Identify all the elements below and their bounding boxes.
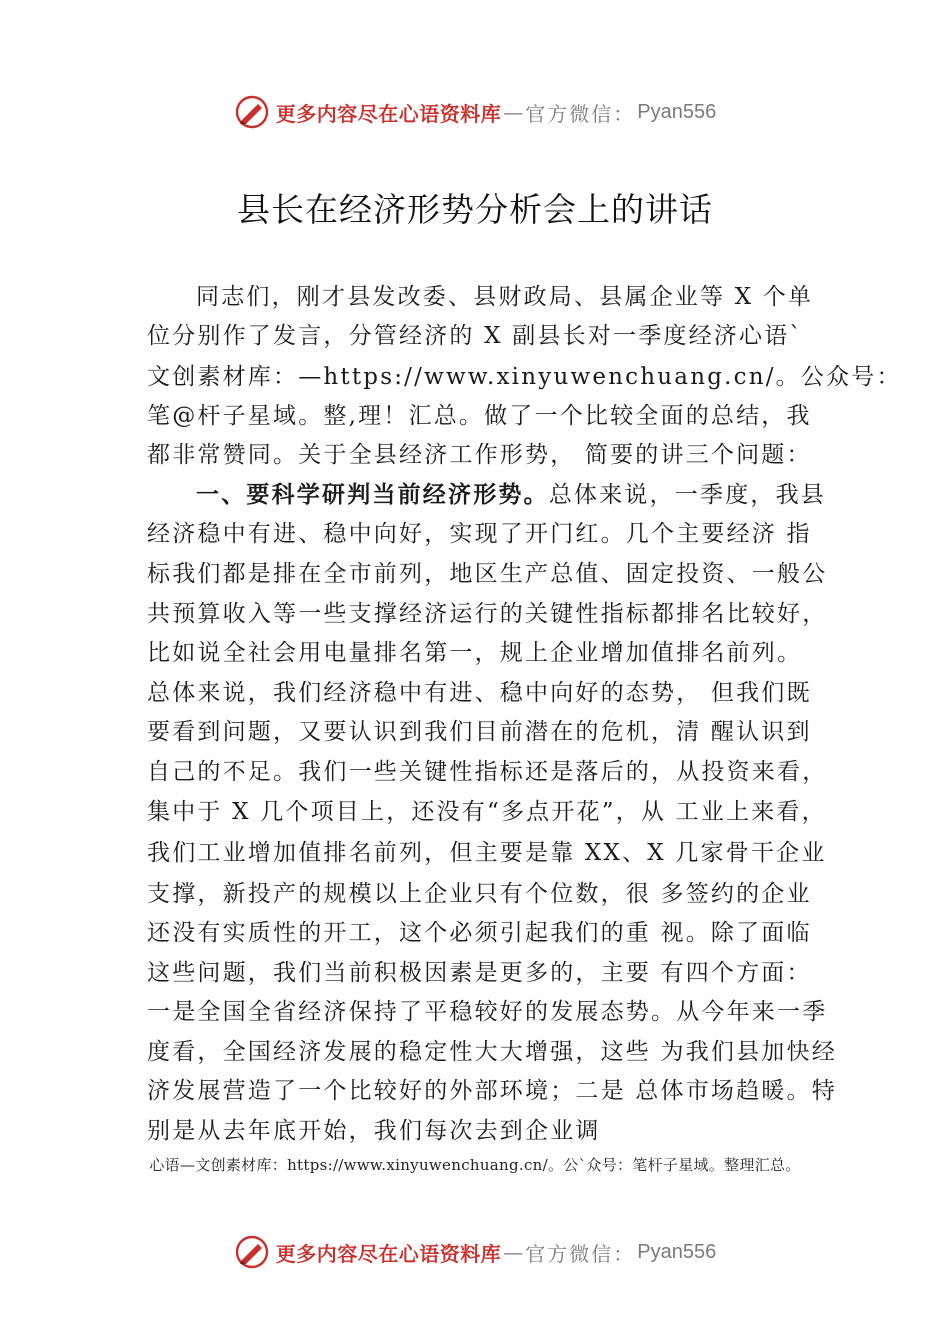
pen-logo-icon: [234, 1234, 270, 1270]
body-line: 标我们都是排在全市前列，地区生产总值、固定投资、一般公: [147, 561, 828, 587]
banner-brand: 更多内容尽在心语资料库: [275, 101, 502, 126]
body-line: 一是全国全省经济保持了平稳较好的发展态势。从今年来一季: [147, 999, 828, 1025]
body-line: 这些问题，我们当前积极因素是更多的，主要 有四个方面：: [147, 960, 812, 986]
banner-brand: 更多内容尽在心语资料库: [275, 1241, 502, 1266]
banner-account: Pyan556: [637, 100, 717, 123]
bottom-banner: [0, 1232, 950, 1272]
banner-dash: —: [503, 100, 524, 124]
body-line-heading: [196, 480, 826, 510]
section-heading-1: 一、要科学研判当前经济形势。: [196, 481, 549, 508]
banner-account: Pyan556: [637, 1240, 717, 1263]
footer-note: 心语—文创素材库：https://www.xinyuwenchuang.cn/。公`众号：笔杆子星域。整理汇总。: [149, 1156, 801, 1174]
body-line: 支撑，新投产的规模以上企业只有个位数，很 多签约的企业: [147, 881, 812, 907]
banner-dash: —: [503, 1240, 524, 1264]
body-line: 位分别作了发言，分管经济的 X 副县长对一季度经济心语`: [147, 323, 804, 349]
banner-wechat-label: 官方微信：: [525, 1241, 636, 1266]
body-line-text: 总体来说，一季度，我县: [548, 482, 827, 508]
pen-logo-icon: [234, 94, 270, 130]
page-title: 县长在经济形势分析会上的讲话: [237, 190, 713, 229]
body-line: 集中于 X 几个项目上，还没有“多点开花”，从 工业上来看，: [147, 799, 827, 825]
body-line: 笔@杆子星域。整,理！汇总。做了一个比较全面的总结，我: [147, 403, 812, 429]
body-line: 总体来说，我们经济稳中有进、稳中向好的态势， 但我们既: [147, 680, 812, 706]
body-line: 文创素材库：—https://www.xinyuwenchuang.cn/。公众号：: [147, 364, 902, 390]
body-line: 要看到问题，又要认识到我们目前潜在的危机，清 醒认识到: [147, 719, 812, 745]
body-line: 同志们，刚才县发改委、县财政局、县属企业等 X 个单: [196, 284, 814, 310]
banner-wechat-label: 官方微信：: [525, 101, 636, 126]
body-line: 济发展营造了一个比较好的外部环境；二是 总体市场趋暖。特: [147, 1078, 837, 1104]
body-line: 自己的不足。我们一些关键性指标还是落后的，从投资来看，: [147, 759, 828, 785]
body-line: 还没有实质性的开工，这个必须引起我们的重 视。除了面临: [147, 920, 812, 946]
body-line: 别是从去年底开始，我们每次去到企业调: [147, 1118, 601, 1144]
body-line: 比如说全社会用电量排名第一，规上企业增加值排名前列。: [147, 640, 803, 666]
body-line: 我们工业增加值排名前列，但主要是靠 XX、X 几家骨干企业: [147, 840, 827, 866]
top-banner: [0, 92, 950, 132]
body-line: 共预算收入等一些支撑经济运行的关键性指标都排名比较好，: [147, 601, 828, 627]
body-line: 度看，全国经济发展的稳定性大大增强，这些 为我们县加快经: [147, 1039, 837, 1065]
body-line: 都非常赞同。关于全县经济工作形势， 简要的讲三个问题：: [147, 442, 812, 468]
body-line: 经济稳中有进、稳中向好，实现了开门红。几个主要经济 指: [147, 521, 812, 547]
